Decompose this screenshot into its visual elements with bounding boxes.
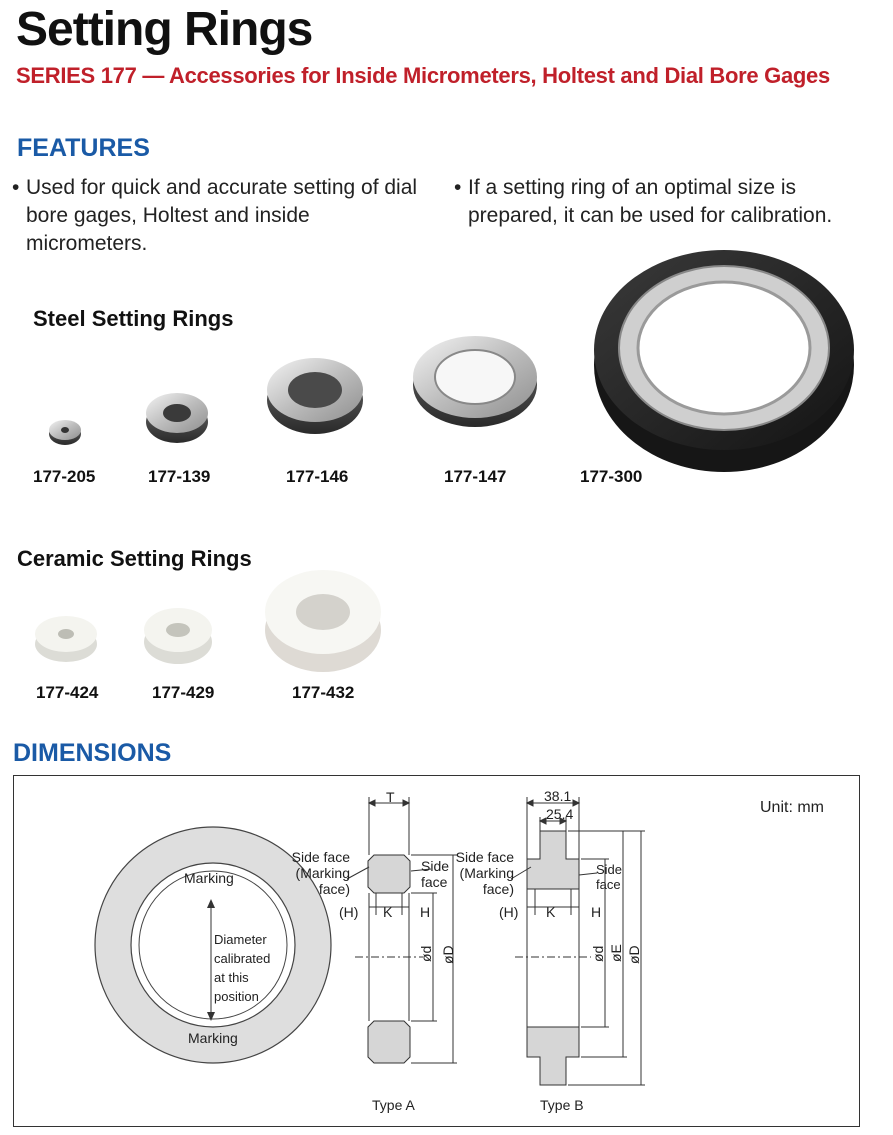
steel-code: 177-147 (444, 467, 507, 486)
ceramic-rings-illustration (0, 560, 420, 680)
steel-heading: Steel Setting Rings (33, 306, 234, 331)
type-b-oe-label: øE (608, 944, 624, 962)
steel-code: 177-146 (286, 467, 349, 486)
steel-code: 177-205 (33, 467, 96, 486)
type-a-h-paren-label: (H) (339, 904, 359, 920)
type-a-drawing-icon (347, 797, 457, 1063)
type-b-h-paren-label: (H) (499, 904, 519, 920)
steel-code: 177-139 (148, 467, 211, 486)
label-line: face (421, 874, 448, 890)
type-b-side-face-label (596, 862, 622, 892)
ceramic-heading: Ceramic Setting Rings (17, 546, 252, 571)
features-heading: FEATURES (17, 134, 150, 162)
type-b-label: Type B (540, 1097, 584, 1113)
ring-177-300-icon (594, 250, 854, 472)
label-line: Side face (455, 849, 514, 865)
feature-line: If a setting ring of an optimal size is (468, 176, 796, 199)
ring-177-432-icon (265, 570, 381, 672)
dimensions-drawing (13, 775, 860, 1127)
bullet-icon: • (454, 176, 462, 199)
feature-line: prepared, it can be used for calibration. (468, 204, 833, 227)
unit-label: Unit: mm (760, 799, 824, 816)
type-b-k-label: K (546, 904, 556, 920)
type-a-t-label: T (386, 789, 395, 805)
type-b-h-label: H (591, 904, 602, 920)
type-a-side-face-label (421, 858, 449, 890)
type-a-k-label: K (383, 904, 393, 920)
ceramic-code: 177-432 (292, 683, 355, 702)
note-line: calibrated (214, 951, 271, 966)
type-b-od-big-label: øD (626, 945, 642, 964)
label-line: (Marking (459, 865, 514, 881)
calibrated-note (214, 930, 270, 1006)
label-line: Side face (291, 849, 350, 865)
steel-code: 177-300 (580, 467, 643, 486)
ring-177-146-icon (267, 358, 363, 434)
feature-line: bore gages, Holtest and inside micrometers. (26, 204, 310, 255)
label-line: face (596, 877, 621, 892)
label-line: Side (596, 862, 623, 877)
ring-177-139-icon (146, 393, 208, 443)
steel-rings-illustration (0, 250, 893, 490)
ceramic-code: 177-424 (36, 683, 99, 702)
type-b-side-face-marking-label (454, 849, 514, 897)
feature-item-1 (12, 174, 432, 258)
type-a-label: Type A (372, 1097, 415, 1113)
ceramic-code: 177-429 (152, 683, 215, 702)
note-line: position (214, 989, 259, 1004)
label-line: face) (482, 881, 514, 897)
page-subtitle: SERIES 177 — Accessories for Inside Micrometers, Holtest and Dial Bore Gages (16, 63, 830, 88)
dimensions-heading: DIMENSIONS (13, 739, 172, 767)
type-b-od-small-label: ød (590, 945, 606, 962)
feature-item-2 (454, 174, 874, 230)
type-b-outer-dim-label: 38.1 (544, 788, 572, 804)
ring-177-147-icon (413, 336, 537, 427)
page-title: Setting Rings (16, 3, 313, 56)
type-a-od-small-label: ød (418, 945, 434, 962)
type-a-h-label: H (420, 904, 431, 920)
ring-177-424-icon (35, 616, 97, 662)
type-a-side-face-marking-label (290, 849, 350, 897)
label-line: Side (421, 858, 450, 874)
label-line: face) (318, 881, 350, 897)
label-line: (Marking (295, 865, 350, 881)
bullet-icon: • (12, 176, 20, 199)
note-line: at this (214, 970, 249, 985)
type-b-inner-dim-label: 25.4 (546, 806, 574, 822)
note-line: Diameter (214, 932, 267, 947)
feature-line: Used for quick and accurate setting of dial (26, 176, 418, 199)
marking-bottom-label: Marking (188, 1030, 238, 1046)
ring-177-205-icon (49, 420, 81, 445)
ring-177-429-icon (144, 608, 212, 664)
type-b-drawing-icon (511, 797, 645, 1085)
marking-top-label: Marking (184, 870, 234, 886)
type-a-od-big-label: øD (440, 945, 456, 964)
